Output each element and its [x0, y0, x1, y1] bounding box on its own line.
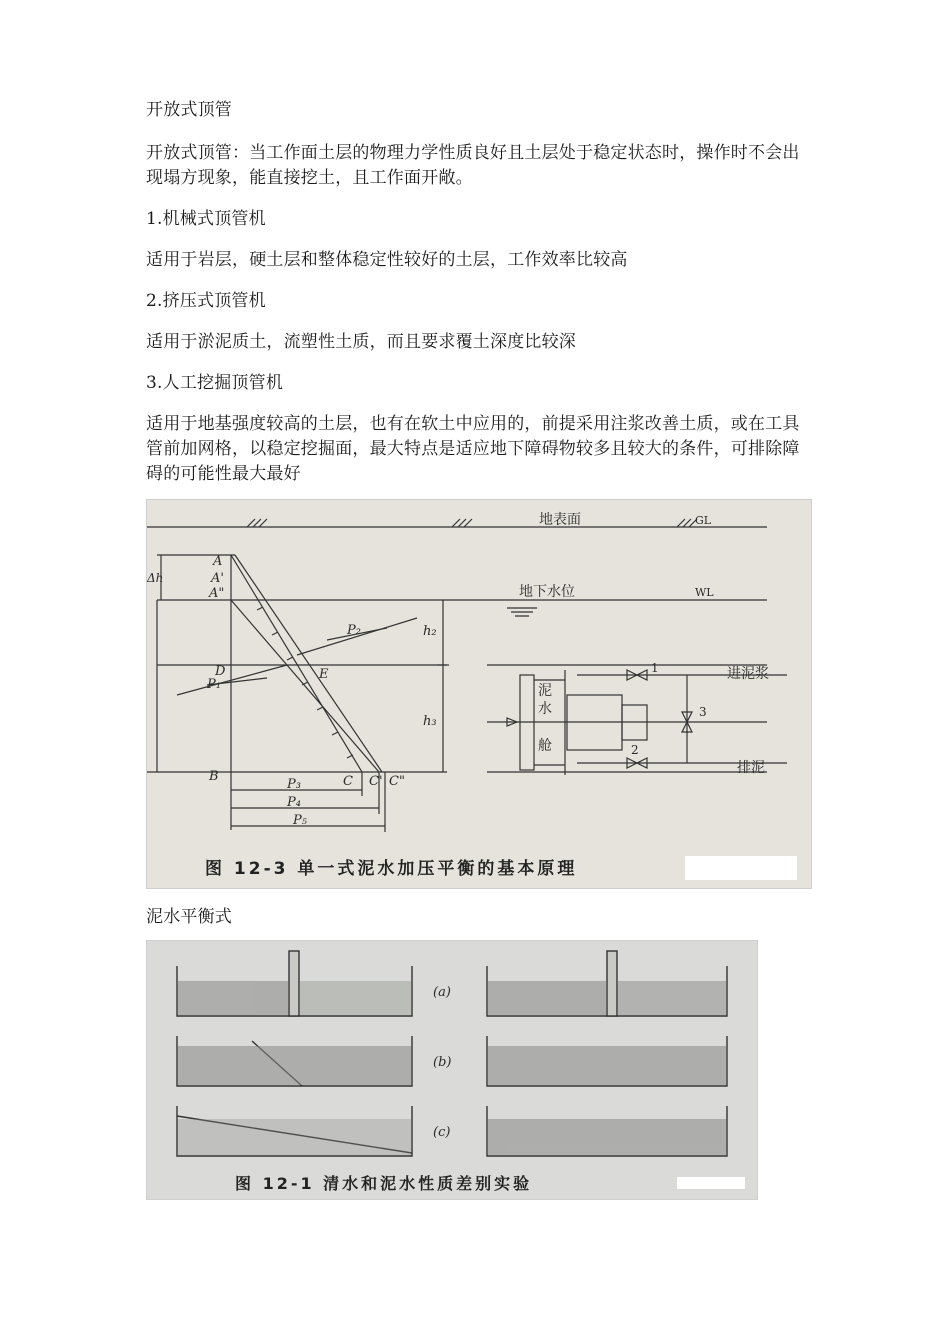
point-a-double-prime-label: A"	[209, 586, 225, 601]
item1-title: 1.机械式顶管机	[146, 209, 266, 229]
height-h3-label: h₃	[423, 714, 437, 729]
figure1-caption: 图 12-3 单一式泥水加压平衡的基本原理	[205, 859, 578, 879]
pressure-p4-label: P₄	[287, 795, 301, 810]
figure-water-vs-slurry-experiment	[146, 940, 758, 1200]
water-level-code: WL	[695, 586, 714, 599]
caption-redaction-box	[685, 856, 797, 880]
chamber-label-3: 舱	[538, 738, 552, 754]
panel-b-label: (b)	[433, 1055, 452, 1070]
item2-description: 适用于淤泥质土，流塑性土质，而且要求覆土深度比较深	[146, 332, 576, 352]
point-c-prime-label: C'	[369, 774, 383, 789]
slurry-inlet-label: 进泥浆	[727, 666, 769, 682]
section-heading-open-pipe-jacking: 开放式顶管	[146, 100, 232, 120]
figure-slurry-pressure-principle	[146, 499, 812, 889]
point-e-label: E	[319, 667, 329, 682]
point-c-label: C	[343, 774, 353, 789]
section-heading-slurry-balance: 泥水平衡式	[146, 907, 232, 927]
panel-a-label: (a)	[433, 985, 451, 1000]
valve-2-label: 2	[631, 743, 639, 757]
delta-h-label: Δh	[147, 571, 164, 585]
slurry-outlet-label: 排泥	[737, 760, 765, 776]
item2-title: 2.挤压式顶管机	[146, 291, 266, 311]
item3-title: 3.人工挖掘顶管机	[146, 373, 284, 393]
height-h2-label: h₂	[423, 624, 437, 639]
point-a-label: A	[213, 554, 223, 569]
ground-surface-label: 地表面	[539, 512, 581, 528]
item3-description: 适用于地基强度较高的土层，也有在软土中应用的，前提采用注浆改善土质，或在工具管前加网格，以稳定挖掘面，最大特点是适应地下障碍物较多且较大的条件，可排除障碍的可能性最大最好	[146, 414, 800, 484]
chamber-label-2: 水	[538, 701, 552, 717]
pressure-p5-label: P₅	[293, 813, 307, 828]
pressure-p3-label: P₃	[287, 777, 301, 792]
point-d-label: D	[215, 664, 226, 679]
intro-paragraph: 开放式顶管：当工作面土层的物理力学性质良好且土层处于稳定状态时，操作时不会出现塌方现象，能直接挖土，且工作面开敞。	[146, 143, 800, 188]
point-b-label: B	[209, 769, 219, 784]
item1-description: 适用于岩层，硬土层和整体稳定性较好的土层，工作效率比较高	[146, 250, 628, 270]
pressure-p2-label: P₂	[347, 623, 361, 638]
point-c-double-prime-label: C"	[389, 774, 405, 789]
caption-redaction-box-2	[677, 1177, 745, 1189]
point-a-prime-label: A'	[211, 571, 224, 586]
pressure-p1-label: P₁	[207, 677, 221, 692]
panel-c-label: (c)	[433, 1125, 451, 1140]
valve-3-label: 3	[699, 705, 707, 719]
chamber-label-1: 泥	[538, 683, 552, 699]
water-level-label: 地下水位	[519, 584, 575, 600]
ground-level-code: GL	[695, 514, 712, 527]
valve-1-label: 1	[651, 661, 659, 675]
figure2-caption: 图 12-1 清水和泥水性质差别实验	[235, 1174, 533, 1193]
